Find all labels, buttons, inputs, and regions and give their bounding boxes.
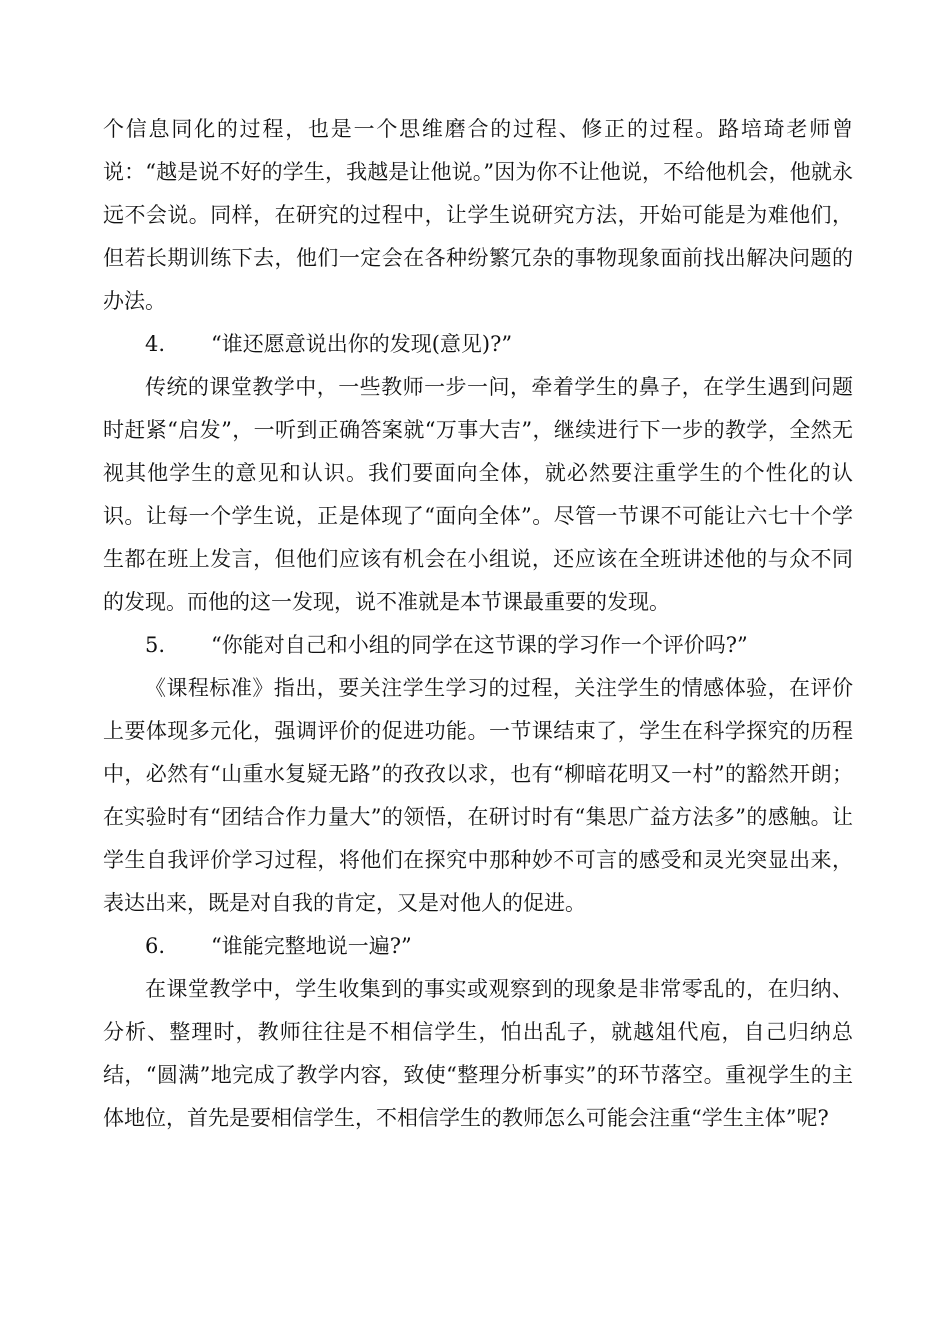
paragraph-continued: 个信息同化的过程，也是一个思维磨合的过程、修正的过程。路培琦老师曾说：“越是说不好的学生，我越是让他说。”因为你不让他说，不给他机会，他就永远不会说。同样，在研究的过程中，让学生说研究方法，开始可能是为难他们，但若长期训练下去，他们一定会在各种纷繁冗杂的事物现象面前找出解决问题的办法。	[103, 117, 853, 313]
heading-text: “谁还愿意说出你的发现(意见)?”	[211, 332, 513, 356]
document-body	[103, 108, 853, 1140]
section-heading-6	[103, 925, 853, 968]
paragraph-body: 传统的课堂教学中，一些教师一步一问，牵着学生的鼻子，在学生遇到问题时赶紧“启发”，一听到正确答案就“万事大吉”，继续进行下一步的教学，全然无视其他学生的意见和认识。我们要面向全体，就必然要注重学生的个性化的认识。让每一个学生说，正是体现了“面向全体”。尽管一节课不可能让六七十个学生都在班上发言，但他们应该有机会在小组说，还应该在全班讲述他的与众不同的发现。而他的这一发现，说不准就是本节课最重要的发现。	[103, 375, 853, 614]
heading-text: “谁能完整地说一遍?”	[211, 934, 412, 958]
section-heading-5	[103, 624, 853, 667]
paragraph-body: 在课堂教学中，学生收集到的事实或观察到的现象是非常零乱的，在归纳、分析、整理时，教师往往是不相信学生，怕出乱子，就越俎代庖，自己归纳总结，“圆满”地完成了教学内容，致使“整理分析事实”的环节落空。重视学生的主体地位，首先是要相信学生，不相信学生的教师怎么可能会注重“学生主体”呢?	[103, 977, 853, 1130]
section-heading-4	[103, 323, 853, 366]
heading-number: 4.	[145, 332, 166, 356]
heading-text: “你能对自己和小组的同学在这节课的学习作一个评价吗?”	[211, 633, 748, 657]
heading-number: 6.	[145, 934, 166, 958]
paragraph-body: 《课程标准》指出，要关注学生学习的过程，关注学生的情感体验，在评价上要体现多元化，强调评价的促进功能。一节课结束了，学生在科学探究的历程中，必然有“山重水复疑无路”的孜孜以求，也有“柳暗花明又一村”的豁然开朗；在实验时有“团结合作力量大”的领悟，在研讨时有“集思广益方法多”的感触。让学生自我评价学习过程，将他们在探究中那种妙不可言的感受和灵光突显出来，表达出来，既是对自我的肯定，又是对他人的促进。	[103, 676, 853, 915]
heading-number: 5.	[145, 633, 166, 657]
